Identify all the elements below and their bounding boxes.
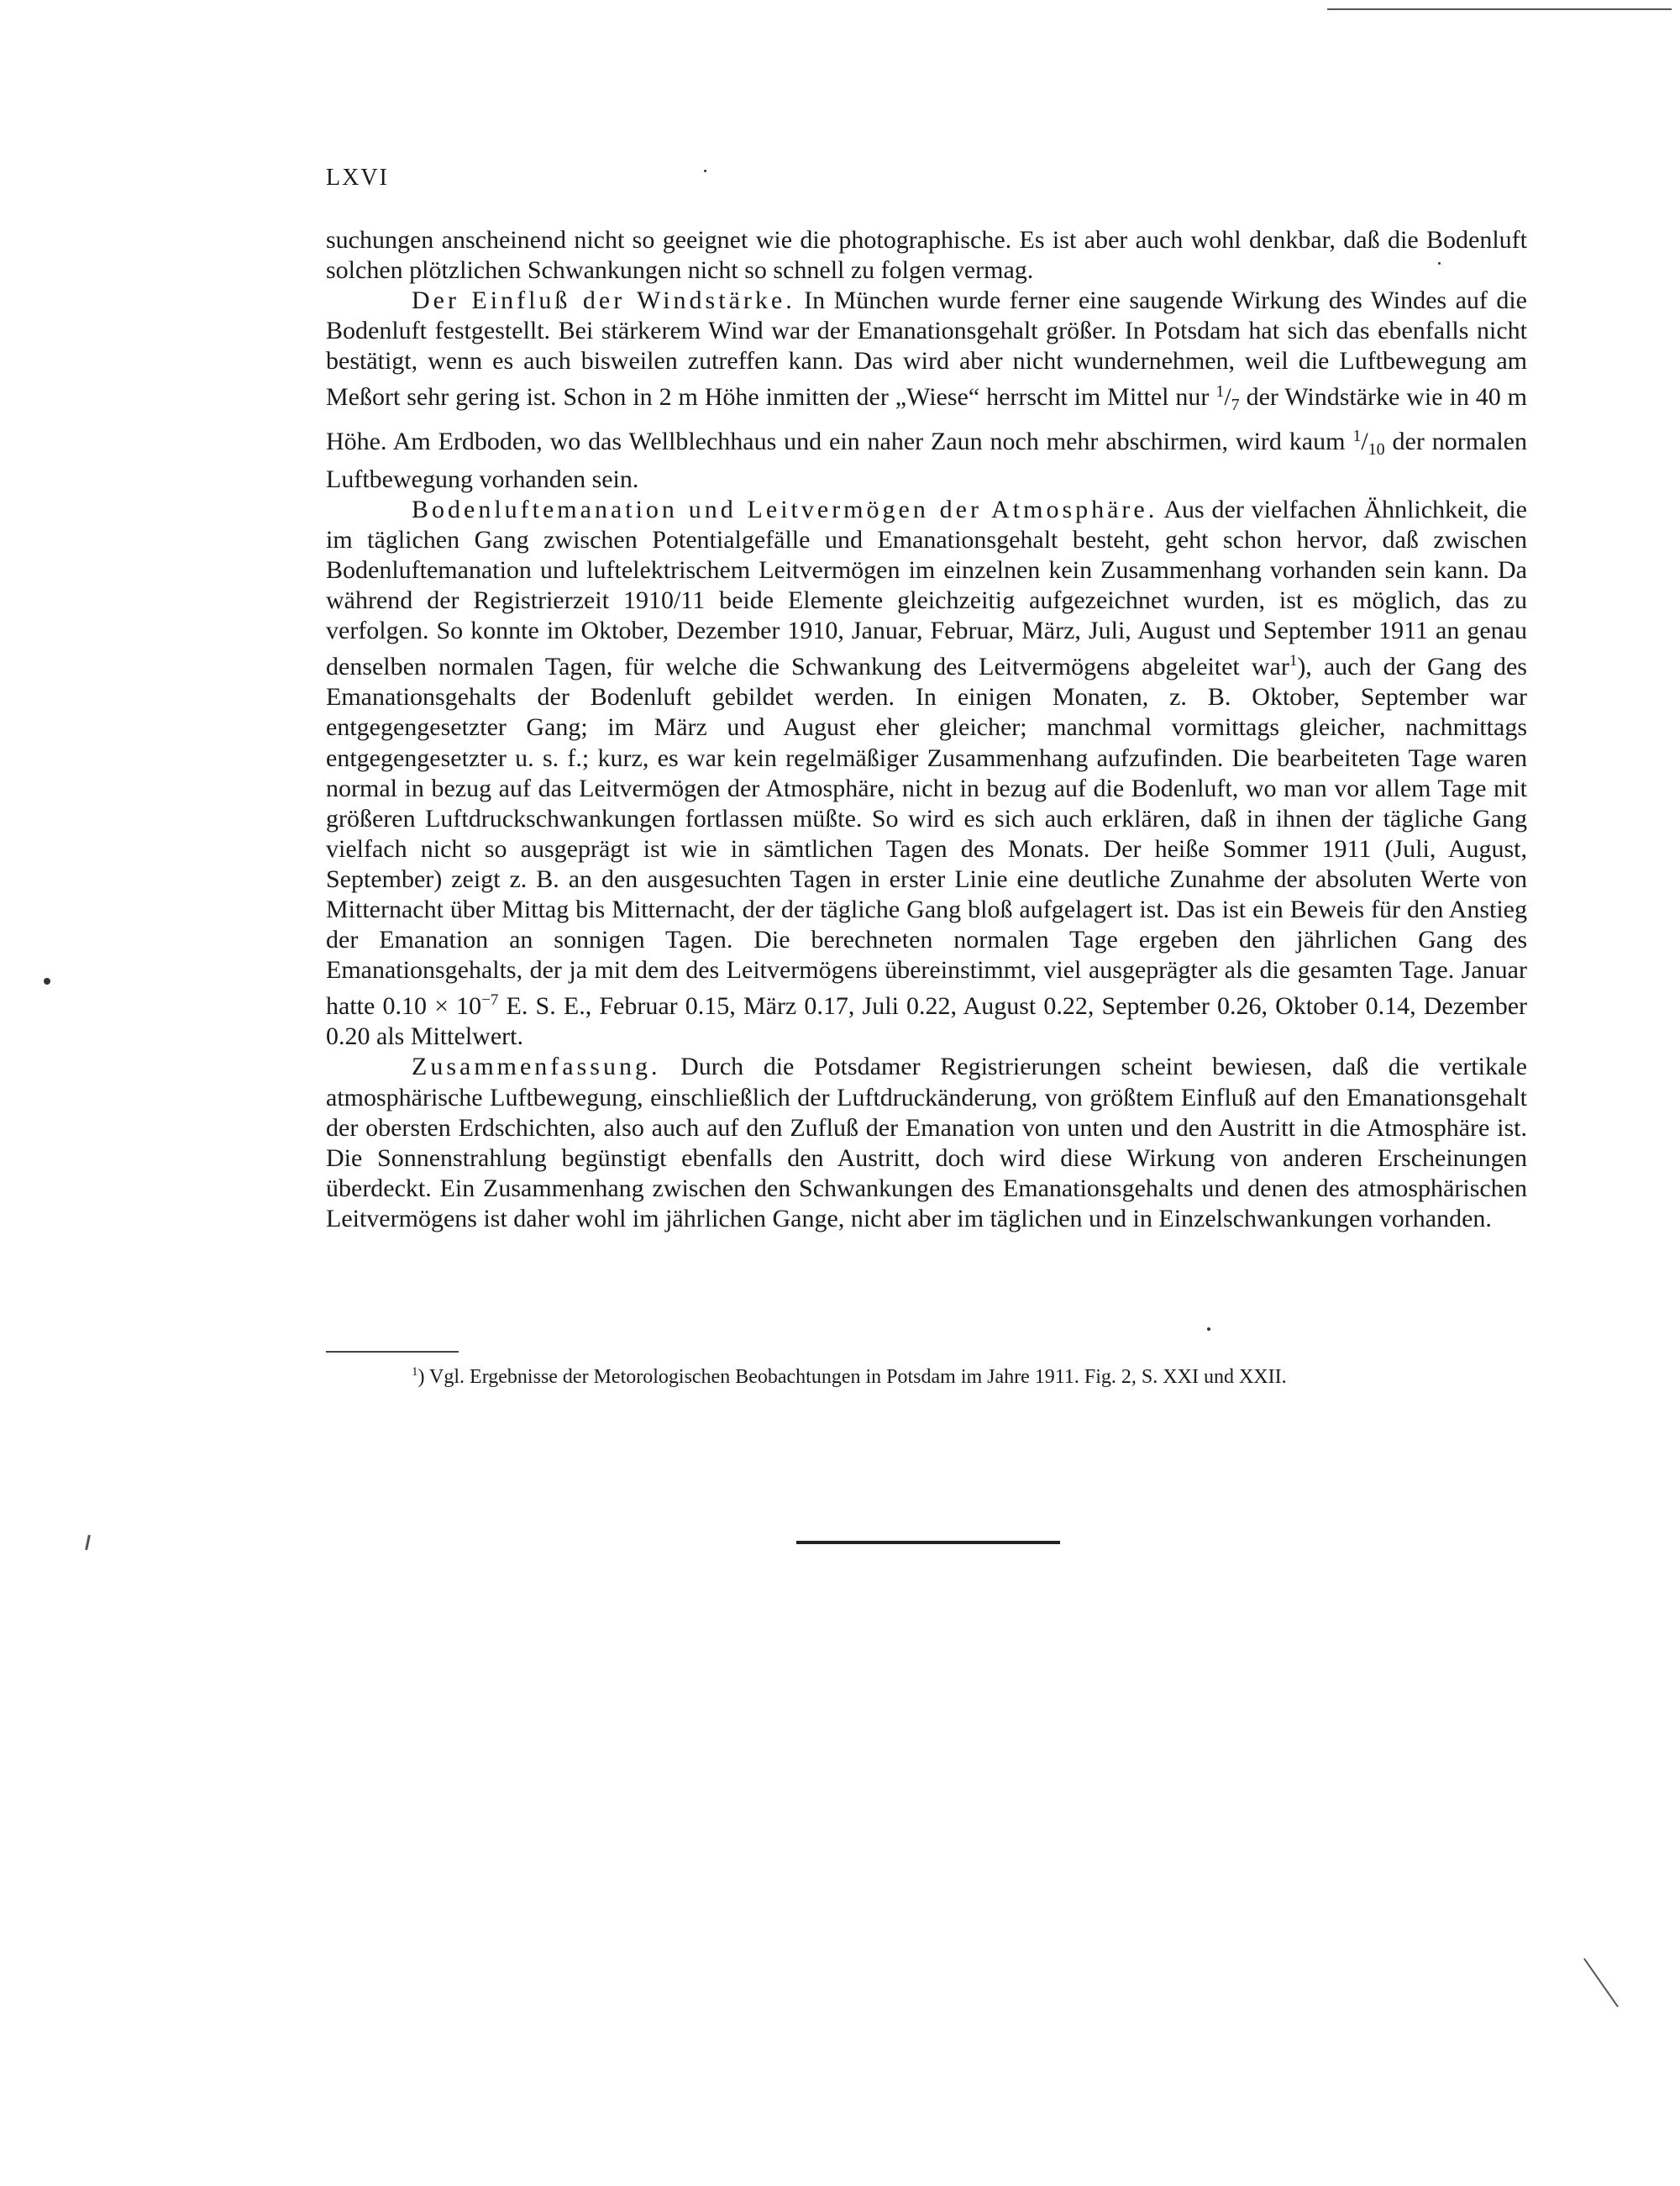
paragraph-text: E. S. E., Februar 0.15, März 0.17, Juli 0.22, August 0.22, September 0.26, Oktober 0.14, Dezember 0.20 als Mittelwert. xyxy=(326,992,1527,1051)
page-number: LXVI xyxy=(326,165,389,191)
paragraph-text: ), auch der Gang des Emanationsgehalts der Bodenluft gebildet werden. In einigen Monaten, z. B. Oktober, September war entgegengesetzter Gang; im März und August eher gleicher; manchmal vormittags gleicher, nachmittags entgegengesetzter u. s. f.; kurz, es war kein regelmäßiger Zusammenhang aufzufinden. Die bearbeiteten Tage waren normal in bezug auf das Leitvermögen der Atmosphäre, nicht in bezug auf die Bodenluft, wo man vor allem Tage mit größeren Luftdruckschwankungen fortlassen müßte. So wird es sich auch erklären, daß in ihnen der tägliche Gang vielfach nicht so ausgeprägt ist wie in sämtlichen Tagen des Monats. Der heiße Sommer 1911 (Juli, August, September) zeigt z. B. an den ausgesuchten Tagen in erster Linie eine deutliche Zunahme der absoluten Werte von Mitternacht über Mittag bis Mitternacht, der der tägliche Gang bloß aufgelagert ist. Das ist ein Beweis für den Anstieg der Emanation an sonnigen Tagen. Die berechneten normalen Tage ergeben den jährlichen Gang des Emanationsgehalts, der ja mit dem des Leitvermögens übereinstimmt, viel ausgeprägter als die gesamten Tage. Januar hatte 0.10 × 10 xyxy=(326,653,1527,1021)
section-heading-zusammenfassung: Zusammenfassung. xyxy=(412,1053,661,1081)
fraction-numerator: 1 xyxy=(1215,382,1225,402)
fraction-numerator: 1 xyxy=(1352,426,1362,445)
paragraph-text: der Windstärke wie in 40 m Höhe. Am Erdboden, wo das Wellblechhaus und ein naher Zaun noch mehr abschirmen, wird kaum xyxy=(326,383,1527,455)
scan-speck xyxy=(1207,1327,1210,1331)
scan-mark xyxy=(85,1535,91,1550)
scan-speck xyxy=(704,170,706,172)
scan-speck xyxy=(44,978,50,985)
footnote-reference: 1 xyxy=(1289,652,1298,670)
fraction-one-seventh: $^1/_7$ xyxy=(1215,382,1240,415)
exponent: −7 xyxy=(481,991,499,1010)
paragraph-text: suchungen anscheinend nicht so geeignet wie die photographische. Es ist aber auch wohl denkbar, daß die Bodenluft solchen plötzlichen Schwankungen nicht so schnell zu folgen vermag. xyxy=(326,226,1527,285)
paragraph-zusammenfassung xyxy=(326,1052,1527,1234)
paragraph-text: der normalen Luftbewegung vorhanden sein. xyxy=(326,427,1527,493)
fraction-denominator: 7 xyxy=(1231,396,1240,415)
body-text xyxy=(326,225,1527,1234)
footnote-separator xyxy=(326,1351,459,1353)
scan-mark xyxy=(1583,1958,1619,2007)
paragraph-text: Durch die Potsdamer Registrierungen scheint bewiesen, daß die vertikale atmosphärische Luftbewegung, einschließlich der Luftdruckänderung, von größtem Einfluß auf den Emanationsgehalt der obersten Erdschichten, also auch auf den Zufluß der Emanation von unten und den Austritt in die Atmosphäre ist. Die Sonnenstrahlung begünstigt ebenfalls den Austritt, doch wird diese Wirkung von anderen Erscheinungen überdeckt. Ein Zusammenhang zwischen den Schwankungen des Emanationsgehalts und denen des atmosphärischen Leitvermögens ist daher wohl im jährlichen Gange, nicht aber im täglichen und in Einzelschwankungen vorhanden. xyxy=(326,1053,1527,1232)
section-heading-windstaerke: Der Einfluß der Windstärke. xyxy=(412,286,795,315)
scan-speck xyxy=(1438,262,1441,265)
fraction-one-tenth: $^1/_{10}$ xyxy=(1352,426,1385,459)
footnote xyxy=(412,1359,1504,1390)
end-of-section-rule xyxy=(796,1541,1060,1544)
fraction-denominator: 10 xyxy=(1368,439,1385,459)
paragraph-text: Aus der vielfachen Ähnlichkeit, die im täglichen Gang zwischen Potentialgefälle und Emanationsgehalt besteht, geht schon hervor, daß zwischen Bodenluftemanation und luftelektrischem Leitvermögen im einzelnen kein Zusammenhang vorhanden sein kann. Da während der Registrierzeit 1910/11 beide Elemente gleichzeitig aufgezeichnet wurden, ist es möglich, das zu verfolgen. So konnte im Oktober, Dezember 1910, Januar, Februar, März, Juli, August und September 1911 an genau denselben normalen Tagen, für welche die Schwankung des Leitvermögens abgeleitet war xyxy=(326,495,1527,681)
paragraph-text: In München wurde ferner eine saugende Wirkung des Windes auf die Bodenluft festgestellt. Bei stärkerem Wind war der Emanationsgehalt größer. In Potsdam hat sich das ebenfalls nicht bestätigt, wenn es auch bisweilen zutreffen kann. Das wird aber nicht wundernehmen, weil die Luftbewegung am Meßort sehr gering ist. Schon in 2 m Höhe inmitten der „Wiese“ herrscht im Mittel nur xyxy=(326,286,1527,412)
footnote-text: ) Vgl. Ergebnisse der Metorologischen Beobachtungen in Potsdam im Jahre 1911. Fig. 2, S. XXI und XXII. xyxy=(417,1366,1287,1388)
paragraph-windstaerke xyxy=(326,286,1527,495)
footnote-mark: 1 xyxy=(412,1365,418,1379)
paragraph-leitvermoegen xyxy=(326,495,1527,1053)
section-heading-leitvermoegen: Bodenluftemanation und Leitvermögen der Atmosphäre. xyxy=(412,495,1158,523)
top-edge-rule xyxy=(1327,8,1672,10)
paragraph-continuation xyxy=(326,225,1527,286)
